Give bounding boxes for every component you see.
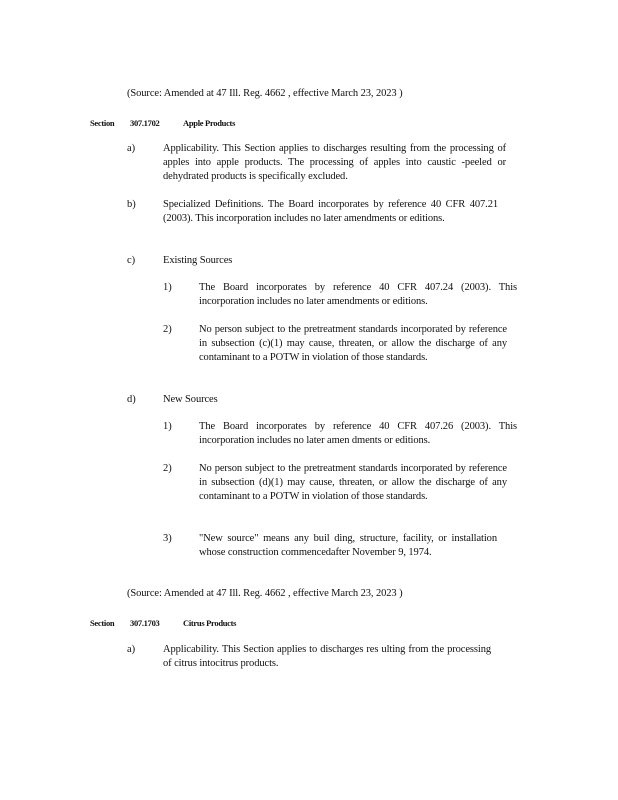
subparagraph-text: No person subject to the pretreatment standards incorporated by reference in subsection (c)(1) may cause, threaten, or allow the discharge of any contaminant to a POTW in violation of those standards. [199, 324, 507, 363]
section-title: Citrus Products [183, 618, 237, 628]
paragraph-text: Specialized Definitions. The Board incorporates by reference 40 CFR 407.21 (2003). This incorporation includes no later amendments or editions. [163, 199, 498, 224]
subparagraph-text: The Board incorporates by reference 40 CFR 407.24 (2003). This incorporation includes no later amendments or editions. [199, 282, 517, 307]
paragraph-label: b) [127, 199, 136, 210]
paragraph-label: c) [127, 255, 136, 266]
subparagraph-text: The Board incorporates by reference 40 CFR 407.26 (2003). This incorporation includes no later amen dments or editions. [199, 421, 517, 446]
subparagraph-label: 3) [163, 533, 172, 544]
section-title: Apple Products [183, 118, 236, 128]
paragraph-text: Applicability. This Section applies to discharges resulting from the processing of apples into apple products. The processing of apples into caustic -peeled or dehydrated products is specifically excluded. [163, 143, 506, 182]
section-label: Section [90, 118, 115, 128]
subparagraph-label: 1) [163, 282, 172, 293]
paragraph-label: a) [127, 143, 136, 154]
source-note: (Source: Amended at 47 Ill. Reg. 4662 , effective March 23, 2023 ) [127, 588, 403, 599]
section-number: 307.1703 [130, 618, 160, 628]
paragraph-label: a) [127, 644, 136, 655]
paragraph-text: Applicability. This Section applies to discharges res ulting from the processing of citrus intocitrus products. [163, 644, 491, 669]
section-label: Section [90, 618, 115, 628]
subparagraph-label: 2) [163, 324, 172, 335]
source-note: (Source: Amended at 47 Ill. Reg. 4662 , effective March 23, 2023 ) [127, 88, 403, 99]
subparagraph-text: "New source" means any buil ding, structure, facility, or installation whose construction commencedafter November 9, 1974. [199, 533, 497, 558]
subparagraph-label: 1) [163, 421, 172, 432]
paragraph-text: New Sources [163, 394, 218, 405]
section-number: 307.1702 [130, 118, 160, 128]
paragraph-label: d) [127, 394, 136, 405]
paragraph-text: Existing Sources [163, 255, 233, 266]
subparagraph-label: 2) [163, 463, 172, 474]
subparagraph-text: No person subject to the pretreatment standards incorporated by reference in subsection (d)(1) may cause, threaten, or allow the discharge of any contaminant to a POTW in violation of those standards. [199, 463, 507, 502]
